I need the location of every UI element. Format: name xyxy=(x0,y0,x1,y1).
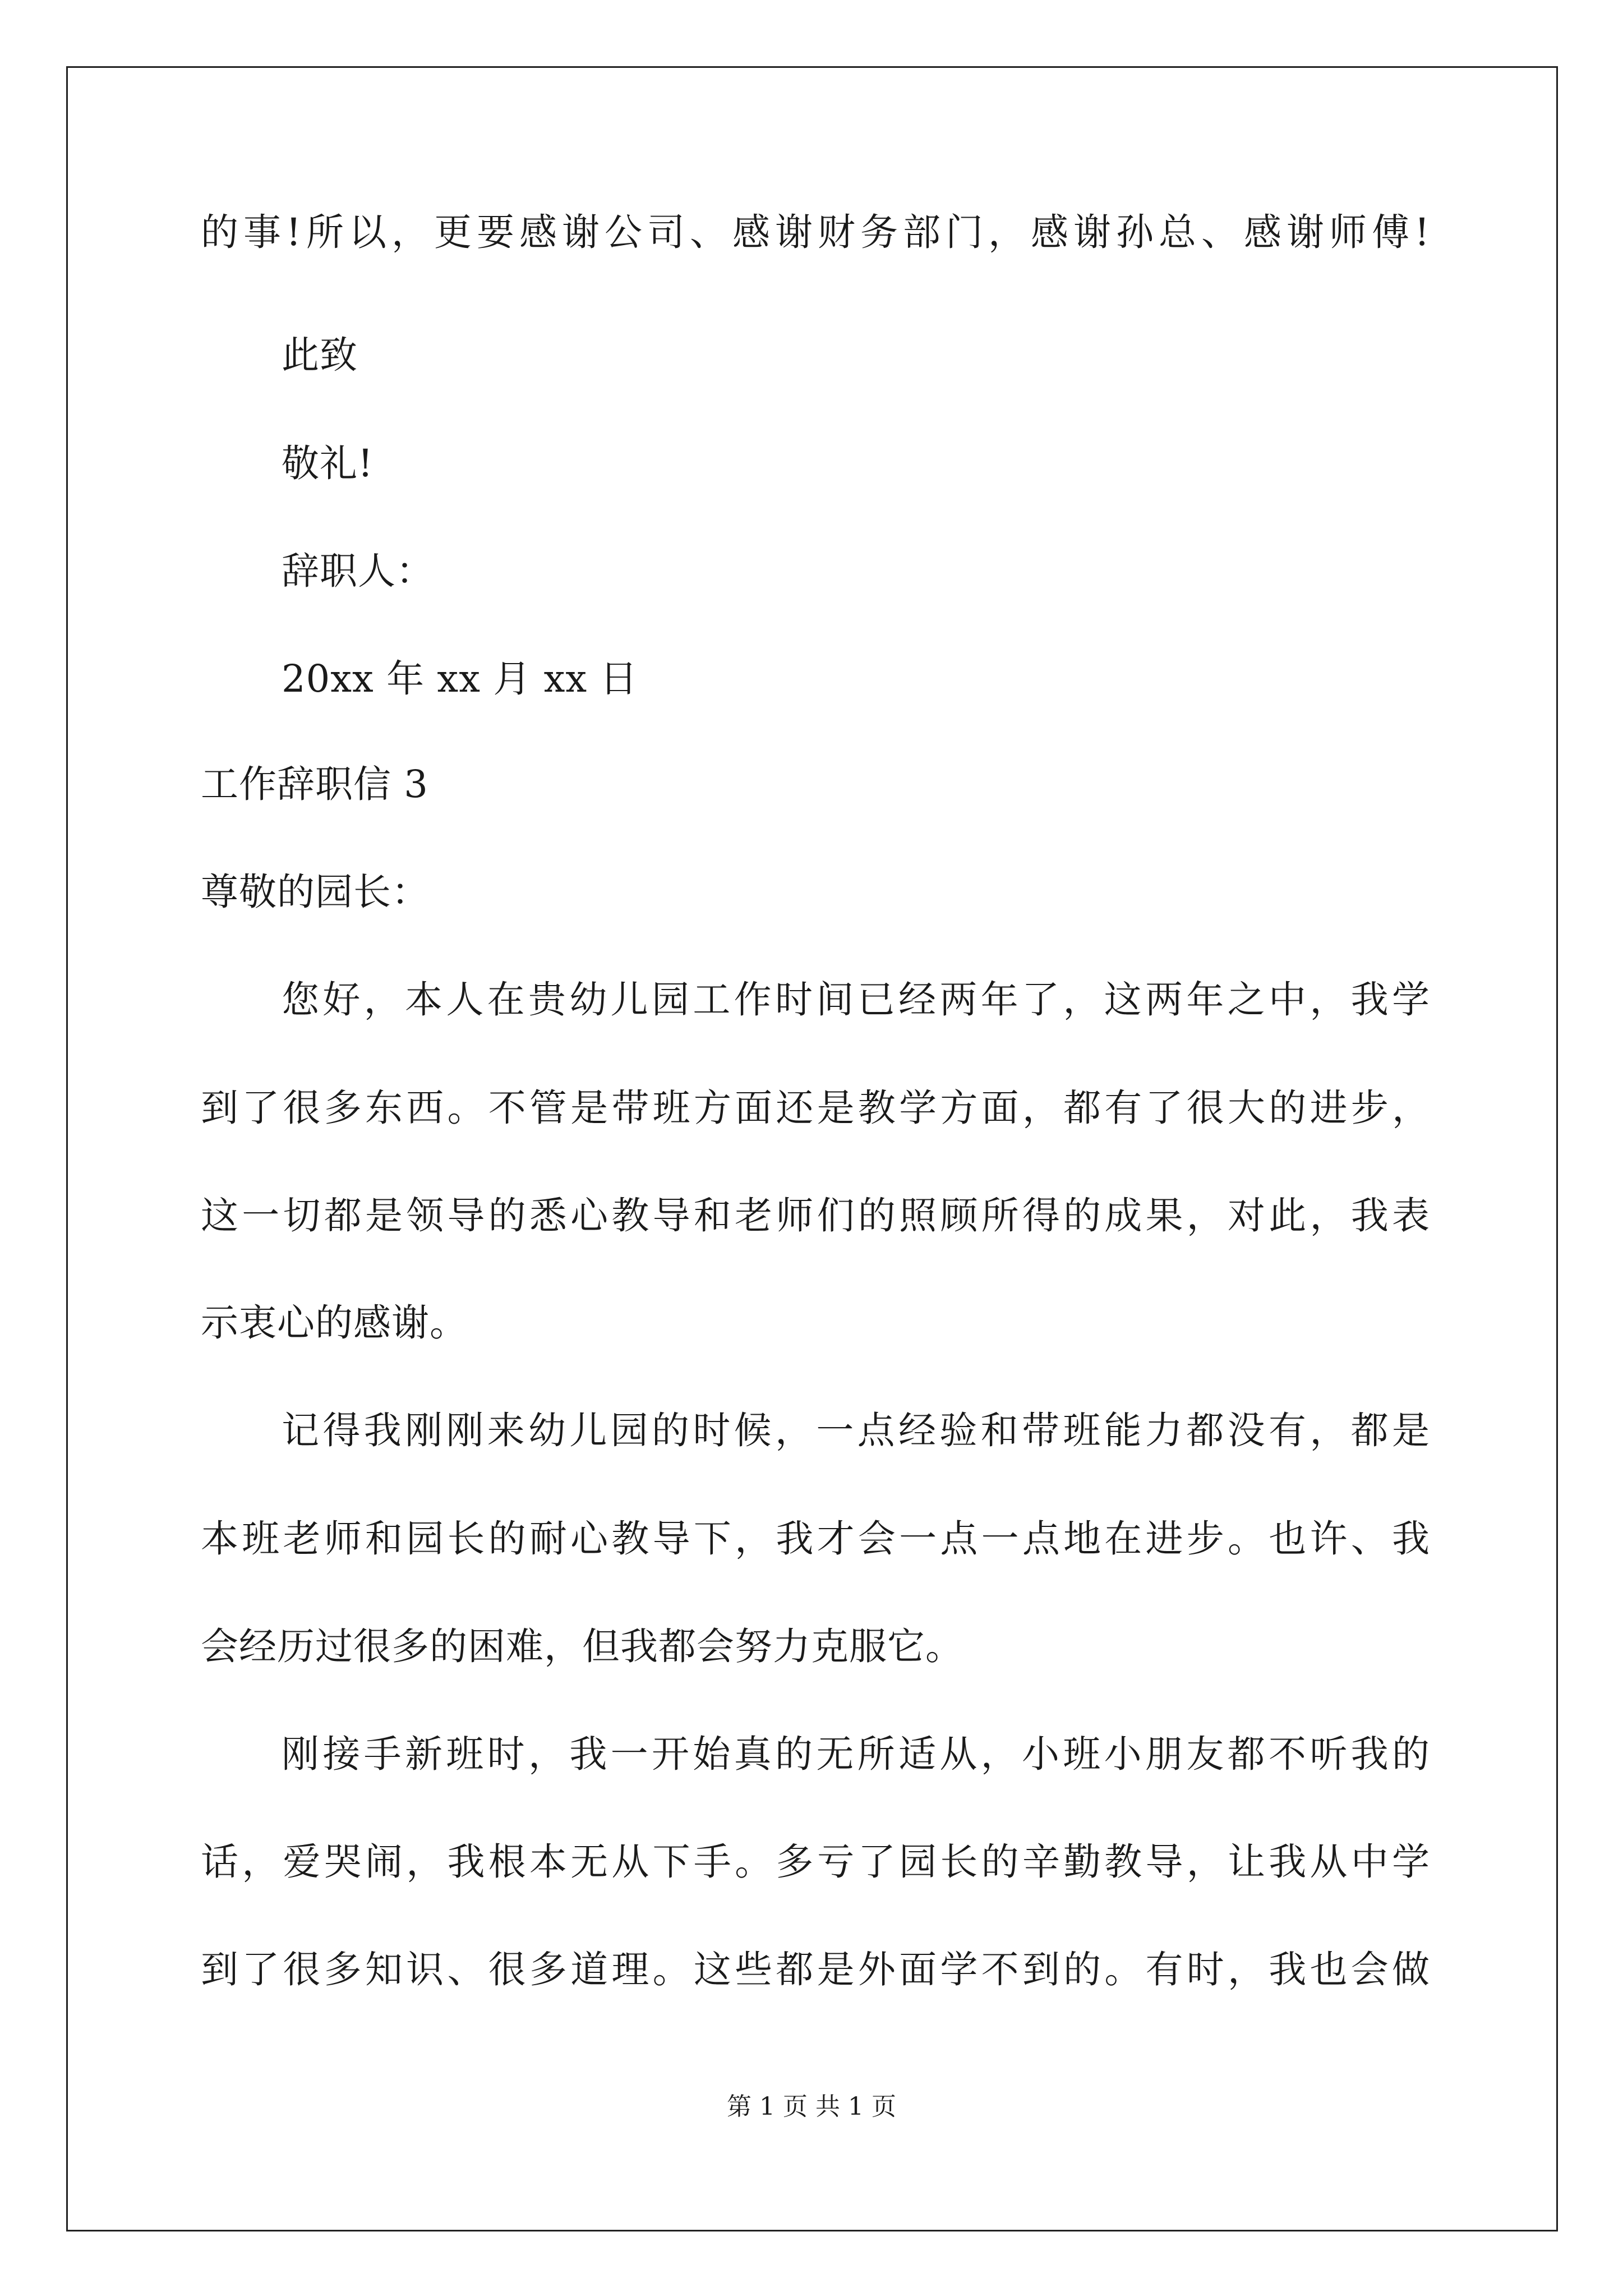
paragraph-line: 会经历过很多的困难，但我都会努力克服它。 xyxy=(201,1625,963,1668)
page-footer: 第 1 页 共 1 页 xyxy=(727,2092,896,2121)
paragraph-line: 示衷心的感谢。 xyxy=(201,1301,468,1345)
paragraph-line: 您好，本人在贵幼儿园工作时间已经两年了，这两年之中，我学 xyxy=(282,978,1430,1022)
paragraph-line: 记得我刚刚来幼儿园的时候，一点经验和带班能力都没有，都是 xyxy=(282,1409,1430,1452)
paragraph-line: 这一切都是领导的悉心教导和老师们的照顾所得的成果，对此，我表 xyxy=(201,1194,1430,1237)
paragraph-line: 本班老师和园长的耐心教导下，我才会一点一点地在进步。也许、我 xyxy=(201,1517,1430,1561)
section-title: 工作辞职信 3 xyxy=(201,762,428,806)
paragraph-line: 到了很多知识、很多道理。这些都是外面学不到的。有时，我也会做 xyxy=(201,1948,1430,1991)
paragraph-line: 话，爱哭闹，我根本无从下手。多亏了园长的辛勤教导，让我从中学 xyxy=(201,1840,1430,1884)
greeting-line: 尊敬的园长： xyxy=(201,870,430,914)
closing-regards: 敬礼! xyxy=(282,441,374,485)
closing-salutation: 此致 xyxy=(282,333,358,377)
paragraph-line: 刚接手新班时，我一开始真的无所适从，小班小朋友都不听我的 xyxy=(282,1732,1430,1776)
page-border xyxy=(66,66,1558,2231)
paragraph-line: 到了很多东西。不管是带班方面还是教学方面，都有了很大的进步， xyxy=(201,1086,1430,1130)
paragraph-line: 的事!所以，更要感谢公司、感谢财务部门，感谢孙总、感谢师傅! xyxy=(201,210,1430,254)
signature-label: 辞职人： xyxy=(282,549,434,593)
date-line: 20xx 年 xx 月 xx 日 xyxy=(282,657,638,701)
